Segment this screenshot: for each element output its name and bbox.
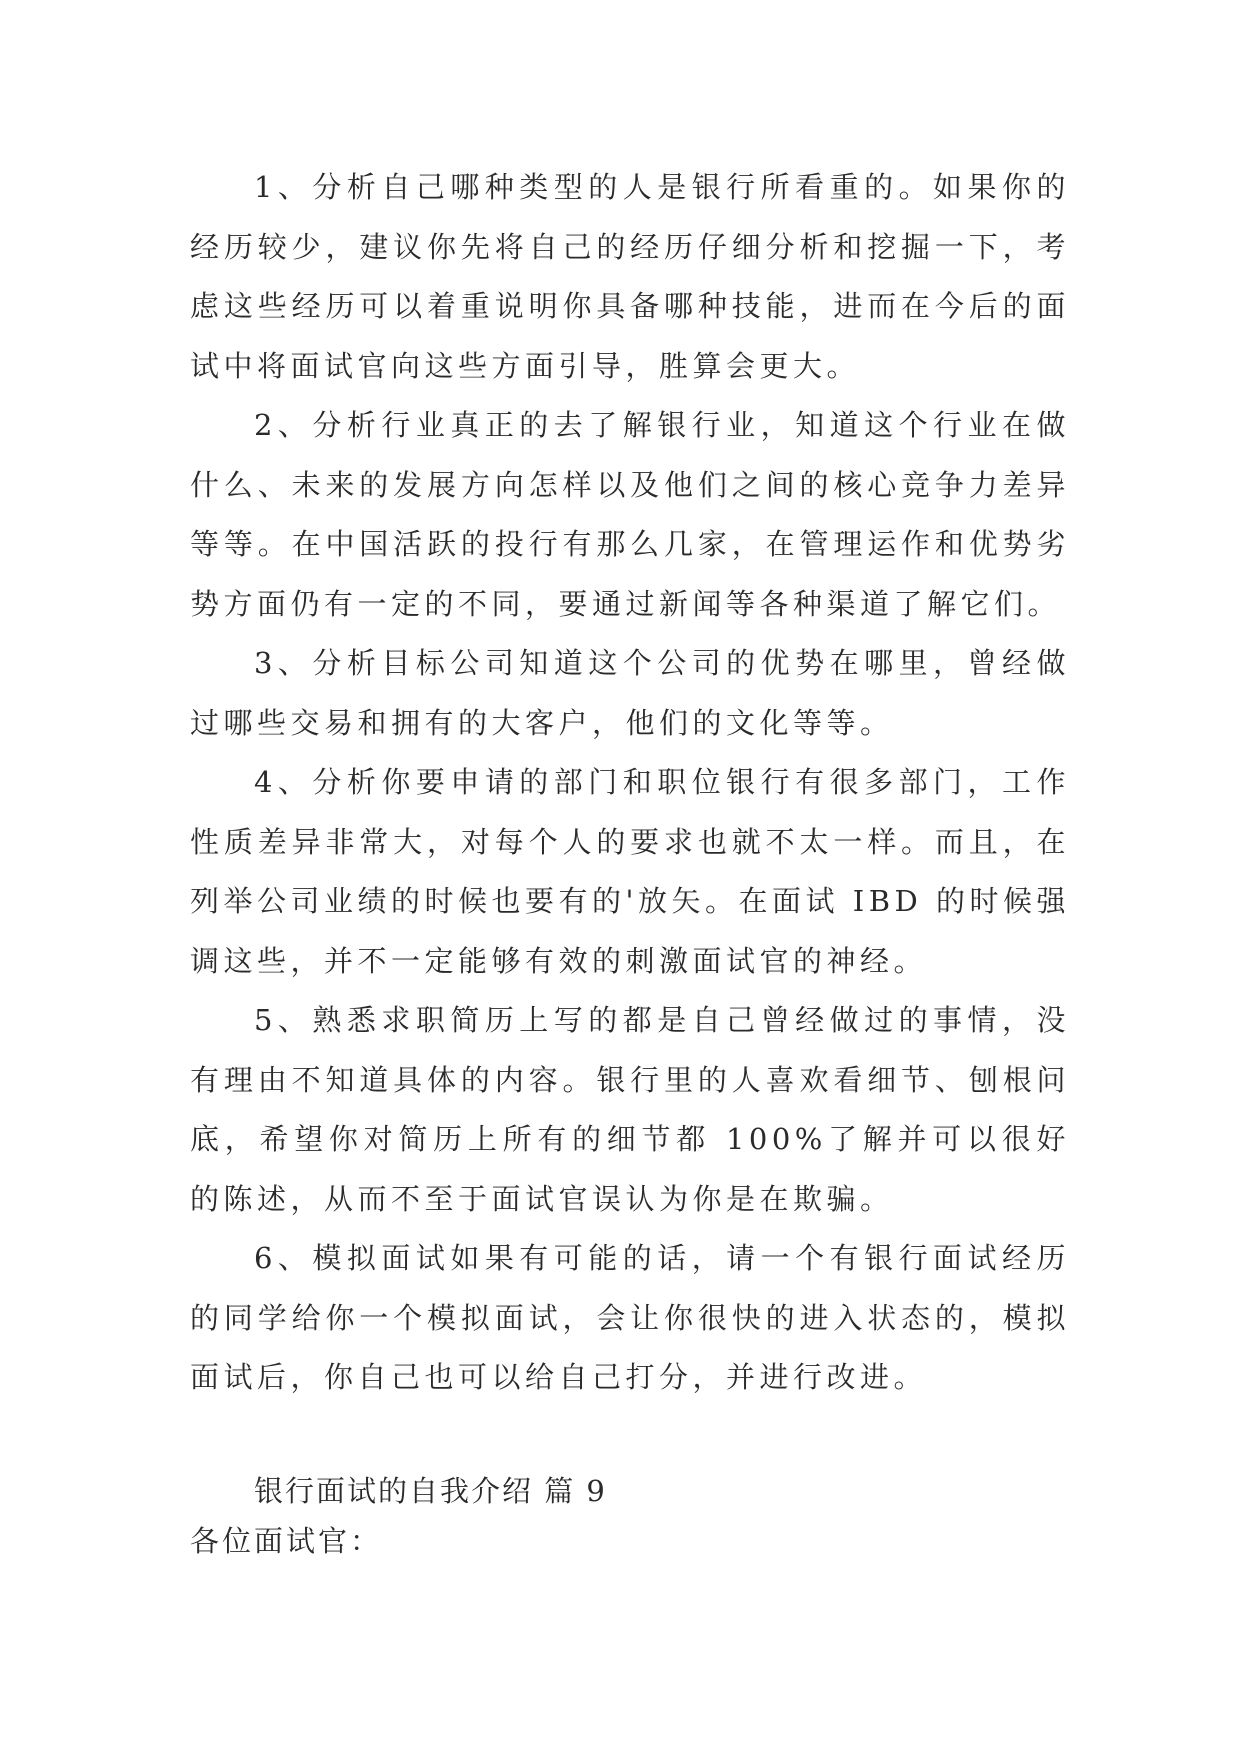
paragraph-5: 5、熟悉求职简历上写的都是自己曾经做过的事情，没有理由不知道具体的内容。银行里的人喜欢看细节、刨根问底，希望你对简历上所有的细节都 100%了解并可以很好的陈述，从而不至于面试官误认为你是在欺骗。 [190,1003,1070,1216]
paragraph-3: 3、分析目标公司知道这个公司的优势在哪里，曾经做过哪些交易和拥有的大客户，他们的文化等等。 [190,646,1070,740]
salutation: 各位面试官： [190,1523,383,1558]
paragraph-1: 1、分析自己哪种类型的人是银行所看重的。如果你的经历较少，建议你先将自己的经历仔细分析和挖掘一下，考虑这些经历可以着重说明你具备哪种技能，进而在今后的面试中将面试官向这些方面引导，胜算会更大。 [190,170,1070,383]
document-body [190,158,1070,1566]
section-title: 银行面试的自我介绍 篇 9 [254,1473,607,1508]
paragraph-6: 6、模拟面试如果有可能的话，请一个有银行面试经历的同学给你一个模拟面试，会让你很快的进入状态的，模拟面试后，你自己也可以给自己打分，并进行改进。 [190,1241,1070,1394]
paragraph-2: 2、分析行业真正的去了解银行业，知道这个行业在做什么、未来的发展方向怎样以及他们之间的核心竞争力差异等等。在中国活跃的投行有那么几家，在管理运作和优势劣势方面仍有一定的不同，要通过新闻等各种渠道了解它们。 [190,408,1070,621]
paragraph-4: 4、分析你要申请的部门和职位银行有很多部门，工作性质差异非常大，对每个人的要求也就不太一样。而且，在列举公司业绩的时候也要有的'放矢。在面试 IBD 的时候强调这些，并不一定能够有效的刺激面试官的神经。 [190,765,1070,978]
